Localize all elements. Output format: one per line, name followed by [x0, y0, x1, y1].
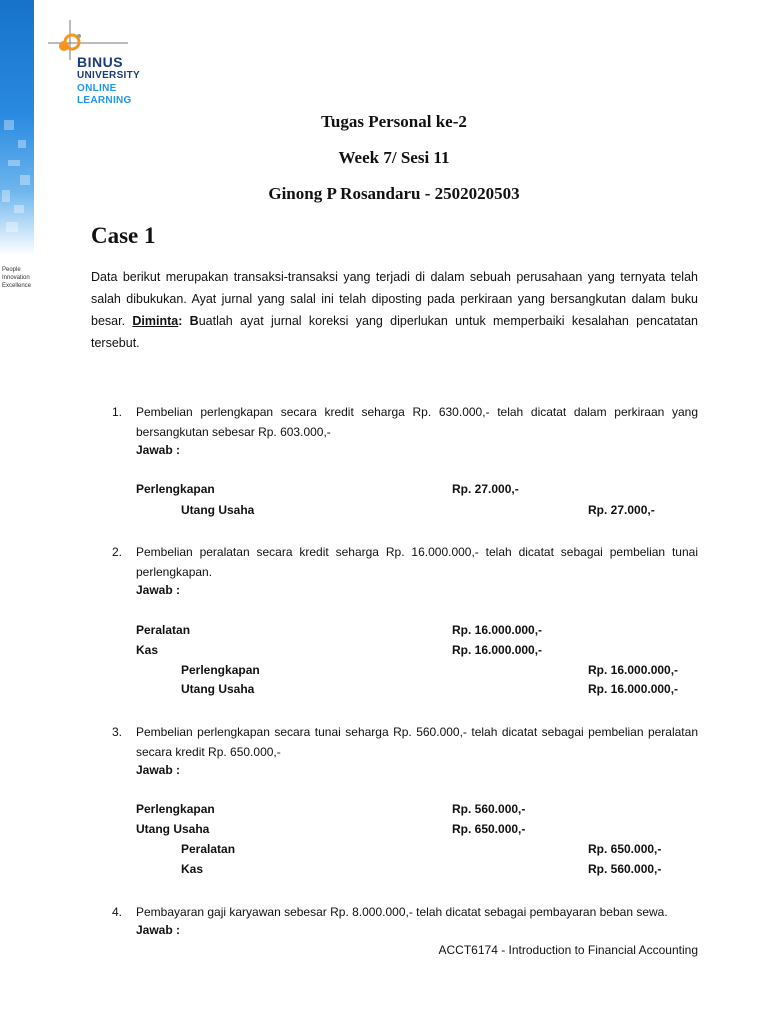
page-footer: ACCT6174 - Introduction to Financial Accounting: [438, 943, 698, 957]
credit-amount: Rp. 560.000,-: [588, 862, 662, 876]
logo-text-binus: BINUS: [77, 54, 124, 70]
account-name: Peralatan: [181, 842, 236, 856]
logo-text-university: UNIVERSITY: [77, 70, 141, 81]
problem-number: 4.: [112, 905, 123, 919]
answer-label: Jawab :: [136, 923, 181, 937]
intro-paragraph: [91, 266, 698, 354]
account-name: Perlengkapan: [136, 482, 215, 496]
account-name: Perlengkapan: [181, 663, 260, 677]
problem-number: 1.: [112, 405, 123, 419]
problem-text: Pembelian perlengkapan secara kredit seharga Rp. 630.000,- telah dicatat dalam perkiraan yang bersangkutan sebesar Rp. 603.000,-: [136, 405, 698, 439]
binus-logo: [48, 20, 158, 110]
tagline: [2, 266, 42, 290]
tagline-line: People: [2, 267, 21, 273]
account-name: Utang Usaha: [181, 503, 255, 517]
problem-text: Pembelian perlengkapan secara tunai seharga Rp. 560.000,- telah dicatat sebagai pembelian peralatan secara kredit Rp. 650.000,-: [136, 725, 698, 759]
answer-label: Jawab :: [136, 763, 181, 777]
journal-row: [0, 682, 768, 702]
tagline-line: Innovation: [2, 275, 30, 281]
account-name: Kas: [181, 862, 204, 876]
account-name: Utang Usaha: [136, 822, 210, 836]
week-session: Week 7/ Sesi 11: [338, 148, 450, 167]
assignment-title: Tugas Personal ke-2: [321, 112, 467, 131]
tagline-line: Excellence: [2, 283, 32, 289]
credit-amount: Rp. 650.000,-: [588, 842, 662, 856]
journal-row: [0, 842, 768, 862]
case-heading: Case 1: [91, 223, 156, 248]
credit-amount: Rp. 16.000.000,-: [588, 663, 679, 677]
problem-number: 2.: [112, 545, 123, 559]
problem-text: Pembayaran gaji karyawan sebesar Rp. 8.000.000,- telah dicatat sebagai pembayaran beban sewa.: [136, 905, 668, 919]
journal-row: [0, 862, 768, 882]
problem-4: [112, 902, 698, 922]
journal-row: [0, 663, 768, 683]
intro-text: Data berikut merupakan transaksi-transaksi yang terjadi di dalam sebuah perusahaan yang ternyata telah salah dibukukan. Ayat jurnal yang salal ini telah diposting pada perkiraan yang bersangkutan dalam buku besar.: [91, 270, 698, 328]
intro-colon: :: [178, 314, 190, 328]
credit-amount: Rp. 27.000,-: [588, 503, 655, 517]
answer-label: Jawab :: [136, 443, 181, 457]
debit-amount: Rp. 16.000.000,-: [452, 623, 543, 637]
account-name: Kas: [136, 643, 159, 657]
student-name-id: Ginong P Rosandaru - 2502020503: [268, 184, 520, 203]
debit-amount: Rp. 27.000,-: [452, 482, 519, 496]
journal-row: [0, 482, 768, 502]
journal-row: [0, 503, 768, 523]
problem-1: [112, 402, 698, 442]
account-name: Utang Usaha: [181, 682, 255, 696]
journal-row: [0, 643, 768, 663]
problem-text: Pembelian peralatan secara kredit seharga Rp. 16.000.000,- telah dicatat sebagai pembelian tunai perlengkapan.: [136, 545, 698, 579]
answer-label: Jawab :: [136, 583, 181, 597]
intro-initial: B: [189, 314, 199, 328]
debit-amount: Rp. 16.000.000,-: [452, 643, 543, 657]
diminta-label: Diminta: [132, 314, 179, 328]
account-name: Perlengkapan: [136, 802, 215, 816]
journal-row: [0, 822, 768, 842]
credit-amount: Rp. 16.000.000,-: [588, 682, 679, 696]
logo-text-learning: LEARNING: [77, 95, 132, 106]
journal-row: [0, 623, 768, 643]
logo-text-online: ONLINE: [77, 83, 117, 94]
debit-amount: Rp. 560.000,-: [452, 802, 526, 816]
intro-instruction: uatlah ayat jurnal koreksi yang diperlukan untuk memperbaiki kesalahan pencatatan tersebut.: [91, 314, 698, 350]
problem-3: [112, 722, 698, 762]
account-name: Peralatan: [136, 623, 191, 637]
problem-2: [112, 542, 698, 582]
journal-row: [0, 802, 768, 822]
problem-number: 3.: [112, 725, 123, 739]
debit-amount: Rp. 650.000,-: [452, 822, 526, 836]
